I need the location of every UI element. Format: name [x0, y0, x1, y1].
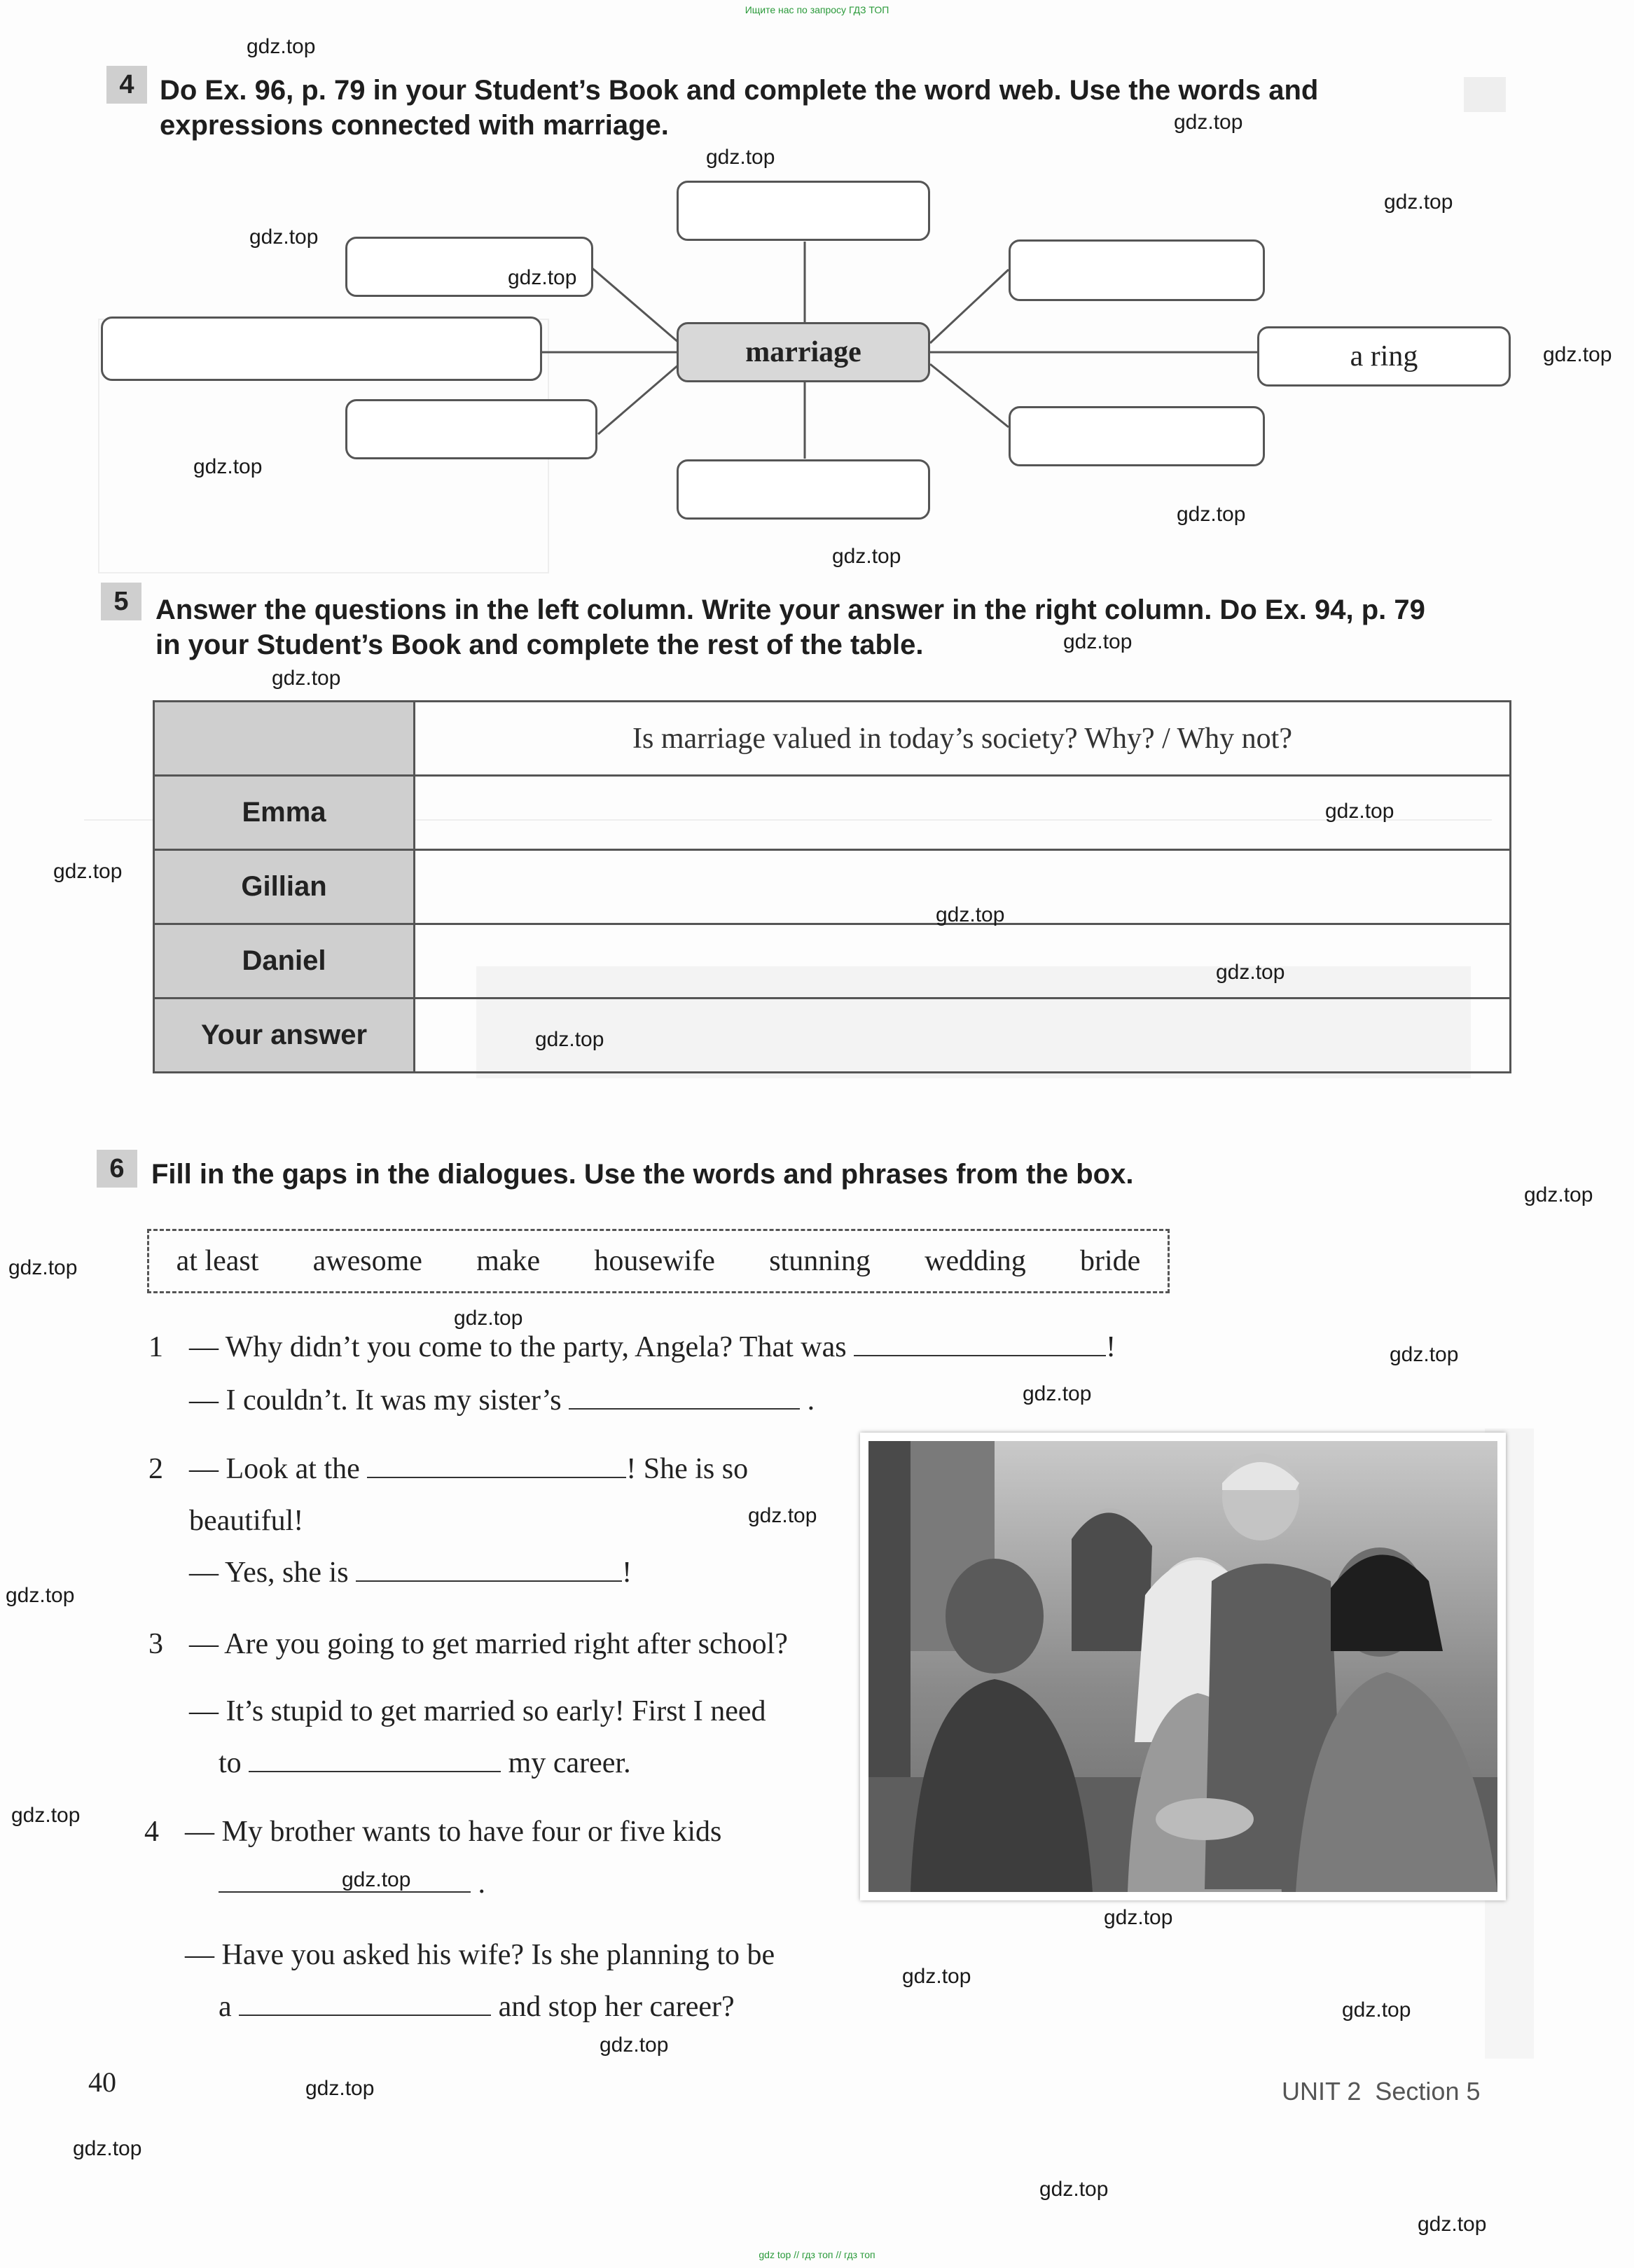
unit-section-label	[1282, 2077, 1481, 2106]
dialogue-1-end-a: !	[1106, 1331, 1116, 1363]
unit-label: UNIT 2	[1282, 2077, 1362, 2106]
watermark: gdz.top	[8, 1256, 78, 1279]
word-web-node-bottom[interactable]	[677, 459, 930, 520]
dialogue-1-text-a: — Why didn’t you come to the party, Angela? That was	[189, 1331, 847, 1363]
watermark: gdz.top	[1543, 343, 1612, 366]
dialogue-2-line-a	[189, 1452, 748, 1486]
section-label: Section 5	[1375, 2077, 1481, 2106]
watermark: gdz.top	[1177, 503, 1246, 526]
dialogue-3-number: 3	[148, 1628, 163, 1660]
top-note: Ищите нас по запросу ГДЗ ТОП	[745, 4, 889, 15]
word-box-item: awesome	[312, 1245, 422, 1277]
dialogue-1-line-b	[189, 1384, 815, 1417]
word-box-item: bride	[1080, 1245, 1141, 1277]
watermark: gdz.top	[535, 1028, 604, 1051]
word-box-item: housewife	[594, 1245, 715, 1277]
exercise-5-title-line1: Answer the questions in the left column. Write your answer in the right column. Do Ex. 94, p. 79	[155, 594, 1425, 625]
dialogue-2-line-a2: beautiful!	[189, 1505, 304, 1537]
dialogue-3-line-b2	[219, 1746, 631, 1780]
word-box-item: make	[476, 1245, 541, 1277]
dialogue-1-line-a	[189, 1330, 1116, 1364]
watermark: gdz.top	[1063, 630, 1133, 653]
gap-4b[interactable]	[239, 1991, 491, 2016]
dialogue-3-line-a: — Are you going to get married right after school?	[189, 1628, 788, 1660]
table-row	[154, 924, 1511, 999]
watermark: gdz.top	[1174, 111, 1243, 134]
gap-2b[interactable]	[356, 1557, 622, 1582]
dialogue-2-text-a: — Look at the	[189, 1453, 360, 1485]
word-box	[147, 1229, 1170, 1293]
dialogue-4-end-a2: .	[478, 1867, 485, 1900]
watermark: gdz.top	[193, 455, 263, 478]
word-web-node-top-right[interactable]	[1009, 239, 1265, 301]
table-header-question: Is marriage valued in today’s society? Why? / Why not?	[415, 702, 1511, 776]
table-row	[154, 776, 1511, 850]
watermark: gdz.top	[1325, 800, 1394, 823]
dialogue-1-end-b: .	[807, 1384, 815, 1417]
table-header-empty	[154, 702, 415, 776]
gap-3[interactable]	[249, 1747, 501, 1772]
watermark: gdz.top	[249, 225, 319, 249]
watermark: gdz.top	[73, 2137, 142, 2160]
watermark: gdz.top	[600, 2033, 669, 2057]
watermark: gdz.top	[305, 2077, 375, 2100]
watermark: gdz.top	[11, 1804, 81, 1827]
gap-2a[interactable]	[367, 1453, 626, 1478]
dialogue-3-end-b2: my career.	[508, 1747, 631, 1779]
watermark: gdz.top	[454, 1307, 523, 1330]
watermark: gdz.top	[53, 860, 123, 883]
page-number: 40	[88, 2066, 116, 2098]
word-web-node-right[interactable]	[1257, 326, 1511, 387]
dialogue-4-text-b2: a	[219, 1991, 232, 2023]
exercise-4-number: 4	[106, 66, 147, 104]
dialogue-2-line-b	[189, 1556, 632, 1589]
word-web-node-bottom-left[interactable]	[345, 399, 597, 459]
exercise-6-number: 6	[97, 1150, 137, 1188]
teenagers-photo	[860, 1433, 1506, 1900]
row-label-daniel: Daniel	[154, 924, 415, 999]
watermark: gdz.top	[1418, 2213, 1487, 2236]
watermark: gdz.top	[936, 903, 1005, 926]
watermark: gdz.top	[1390, 1343, 1459, 1366]
dialogue-4-line-b: — Have you asked his wife? Is she planning to be	[185, 1939, 775, 1971]
row-label-your-answer: Your answer	[154, 999, 415, 1073]
table-header-row	[154, 702, 1511, 776]
exercise-4-title-line1: Do Ex. 96, p. 79 in your Student’s Book and complete the word web. Use the words and	[160, 75, 1319, 106]
watermark: gdz.top	[1039, 2178, 1109, 2201]
watermark: gdz.top	[272, 667, 341, 690]
watermark: gdz.top	[1524, 1183, 1593, 1206]
answer-cell-daniel[interactable]	[415, 924, 1511, 999]
exercise-6-title: Fill in the gaps in the dialogues. Use the words and phrases from the box.	[151, 1159, 1134, 1190]
watermark: gdz.top	[247, 35, 316, 58]
dialogue-2-end-a: ! She is so	[626, 1453, 749, 1485]
watermark: gdz.top	[902, 1965, 971, 1988]
watermark: gdz.top	[508, 266, 577, 289]
dialogue-2-number: 2	[148, 1453, 163, 1485]
table-row	[154, 999, 1511, 1073]
dialogue-1-number: 1	[148, 1331, 163, 1363]
teenagers-photo-image	[868, 1441, 1497, 1892]
opinions-table	[153, 700, 1511, 1073]
watermark: gdz.top	[832, 545, 901, 568]
word-web-node-left[interactable]	[101, 316, 542, 381]
bottom-note: gdz top // гдз топ // гдз топ	[759, 2249, 875, 2260]
watermark: gdz.top	[706, 146, 775, 169]
row-label-gillian: Gillian	[154, 850, 415, 924]
watermark: gdz.top	[1023, 1382, 1092, 1405]
dialogue-3-line-b: — It’s stupid to get married so early! First I need	[189, 1695, 766, 1727]
word-web-example-answer: a ring	[1350, 340, 1418, 373]
exercise-5-number: 5	[101, 583, 141, 620]
word-box-item: at least	[176, 1245, 259, 1277]
gap-1a[interactable]	[854, 1331, 1106, 1356]
word-web-node-bottom-right[interactable]	[1009, 406, 1265, 466]
word-box-item: wedding	[925, 1245, 1026, 1277]
gap-1b[interactable]	[569, 1384, 800, 1410]
row-label-emma: Emma	[154, 776, 415, 850]
word-box-item: stunning	[769, 1245, 871, 1277]
dialogue-4-end-b2: and stop her career?	[498, 1991, 735, 2023]
word-web-center-node	[677, 322, 930, 382]
dialogue-1-text-b: — I couldn’t. It was my sister’s	[189, 1384, 562, 1417]
watermark: gdz.top	[342, 1868, 411, 1891]
dialogue-2-text-b: — Yes, she is	[189, 1557, 349, 1589]
dialogue-3-text-b2: to	[219, 1747, 242, 1779]
word-web-center-label: marriage	[745, 336, 861, 368]
watermark: gdz.top	[1384, 190, 1453, 214]
watermark: gdz.top	[6, 1584, 75, 1607]
dialogue-4-line-a: — My brother wants to have four or five kids	[185, 1816, 722, 1848]
word-web-node-top[interactable]	[677, 181, 930, 241]
exercise-4-title-line2: expressions connected with marriage.	[160, 110, 669, 141]
table-row	[154, 850, 1511, 924]
watermark: gdz.top	[748, 1504, 817, 1527]
dialogue-4-number: 4	[144, 1816, 159, 1848]
watermark: gdz.top	[1342, 1998, 1411, 2022]
dialogue-2-end-b: !	[622, 1557, 632, 1589]
dialogue-4-line-b2	[219, 1990, 735, 2024]
watermark: gdz.top	[1104, 1906, 1173, 1929]
watermark: gdz.top	[1216, 961, 1285, 984]
exercise-5-title-line2: in your Student’s Book and complete the rest of the table.	[155, 629, 924, 660]
